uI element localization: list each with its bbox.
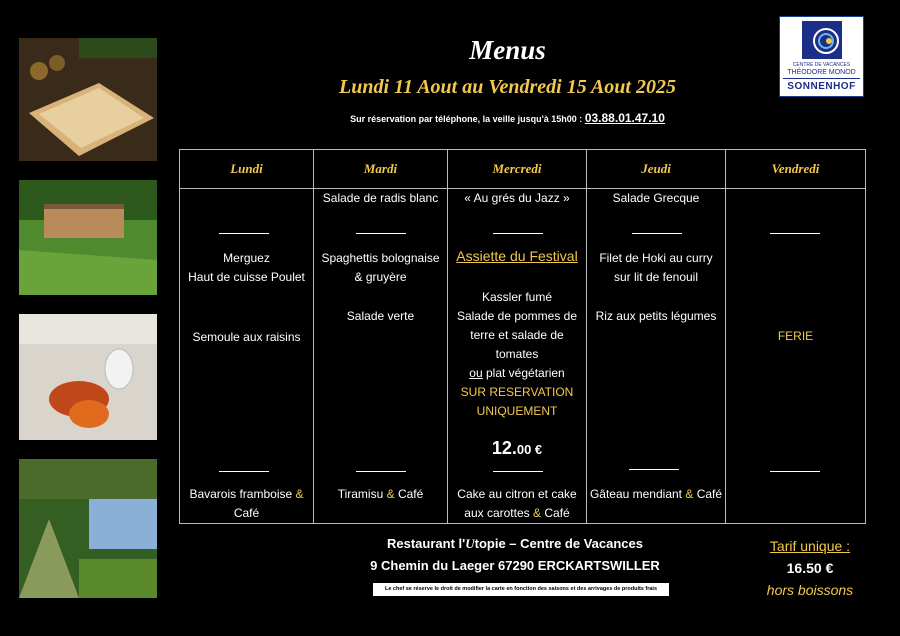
mercredi-line-2: Salade de pommes de: [456, 309, 578, 323]
mercredi-festival: Assiette du Festival: [456, 248, 578, 264]
mercredi-dessert-2: aux carottes: [464, 506, 530, 520]
mercredi-or: ou: [469, 366, 483, 380]
mercredi-line-1: Kassler fumé: [481, 290, 553, 304]
mercredi-uniquement: UNIQUEMENT: [476, 404, 558, 418]
mercredi-sur-reservation: SUR RESERVATION: [460, 385, 574, 399]
tarif-box: [750, 535, 870, 601]
restaurant-address: 9 Chemin du Laeger 67290 ERCKARTSWILLER: [370, 558, 660, 573]
mercredi-starter: « Au grés du Jazz »: [464, 191, 570, 205]
restaurant-info: [300, 533, 730, 577]
tarif-note: hors boissons: [766, 582, 854, 598]
tarif-label: Tarif unique :: [769, 538, 851, 554]
tarif-price: 16.50 €: [786, 560, 834, 576]
lundi-dessert-2: Café: [233, 506, 260, 520]
mardi-side: Salade verte: [346, 309, 415, 323]
mardi-main-1: Spaghettis bolognaise: [321, 251, 440, 265]
menu-header-row: [180, 150, 866, 189]
mercredi-dessert-3: Café: [544, 506, 570, 520]
day-header-vendredi: Vendredi: [726, 150, 866, 189]
menu-body-row: [180, 189, 866, 524]
mardi-dessert-1: Tiramisu: [337, 487, 384, 501]
mardi-main-2: & gruyère: [354, 270, 407, 284]
mercredi-line-3: terre et salade de: [470, 328, 564, 342]
jeudi-main-1: Filet de Hoki au curry: [599, 251, 713, 265]
logo-line2: THÉODORE MONOD: [787, 69, 856, 76]
jeudi-dessert-1: Gâteau mendiant: [589, 487, 682, 501]
phone-number[interactable]: 03.88.01.47.10: [584, 111, 665, 125]
page-title: Menus: [469, 35, 546, 65]
jeudi-side: Riz aux petits légumes: [595, 309, 717, 323]
reservation-text: Sur réservation par téléphone, la veille jusqu'à 15h00 :: [350, 114, 583, 124]
menu-table: [179, 149, 866, 524]
vendredi-cell: [726, 189, 866, 524]
mercredi-veg: plat végétarien: [485, 366, 565, 380]
logo-line1: CENTRE DE VACANCES: [792, 62, 851, 68]
jeudi-main-2: sur lit de fenouil: [613, 270, 699, 284]
day-header-mardi: Mardi: [314, 150, 448, 189]
jeudi-starter: Salade Grecque: [612, 191, 700, 205]
restaurant-name: Restaurant l'Utopie – Centre de Vacances: [387, 536, 643, 551]
lundi-side: Semoule aux raisins: [192, 330, 301, 344]
menu-dates: Lundi 11 Aout au Vendredi 15 Aout 2025: [339, 76, 676, 98]
logo-brand: SONNENHOF: [787, 81, 856, 92]
day-header-mercredi: Mercredi: [448, 150, 587, 189]
mercredi-cell: « Au grés du Jazz » Assiette du Festival Kassler fumé Salade de pommes de terre et salade de tomates ou plat végétarien SUR RESERVATION UNIQUEMENT 12.00 € Cake au citron et cake aux carottes & Café: [448, 189, 587, 524]
chef-notice: Le chef se réserve le droit de modifier la carte en fonction des saisons et des arrivages de produits frais: [373, 583, 669, 596]
lundi-main-2: Haut de cuisse Poulet: [188, 270, 305, 284]
vendredi-note: FERIE: [777, 329, 814, 343]
lundi-dessert-1: Bavarois framboise: [189, 487, 293, 501]
reservation-line: [0, 111, 900, 125]
mardi-cell: Salade de radis blanc Spaghettis bolognaise & gruyère Salade verte Tiramisu & Café: [314, 189, 448, 524]
day-header-jeudi: Jeudi: [587, 150, 726, 189]
lundi-cell: Merguez Haut de cuisse Poulet Semoule aux raisins Bavarois framboise & Café: [180, 189, 314, 524]
jeudi-cell: Salade Grecque Filet de Hoki au curry sur lit de fenouil Riz aux petits légumes Gâteau mendiant & Café: [587, 189, 726, 524]
mercredi-price: 12.00 €: [491, 438, 543, 458]
mercredi-line-4: tomates: [495, 347, 539, 361]
day-header-lundi: Lundi: [180, 150, 314, 189]
mardi-starter: Salade de radis blanc: [322, 191, 439, 205]
jeudi-dessert-2: Café: [696, 487, 723, 501]
mercredi-dessert-1: Cake au citron et cake: [457, 487, 577, 501]
table-decor-photo: [19, 314, 157, 440]
lundi-main-1: Merguez: [223, 251, 270, 265]
building-photo: [19, 180, 157, 295]
garden-photo: [19, 459, 157, 598]
mardi-dessert-2: Café: [397, 487, 424, 501]
